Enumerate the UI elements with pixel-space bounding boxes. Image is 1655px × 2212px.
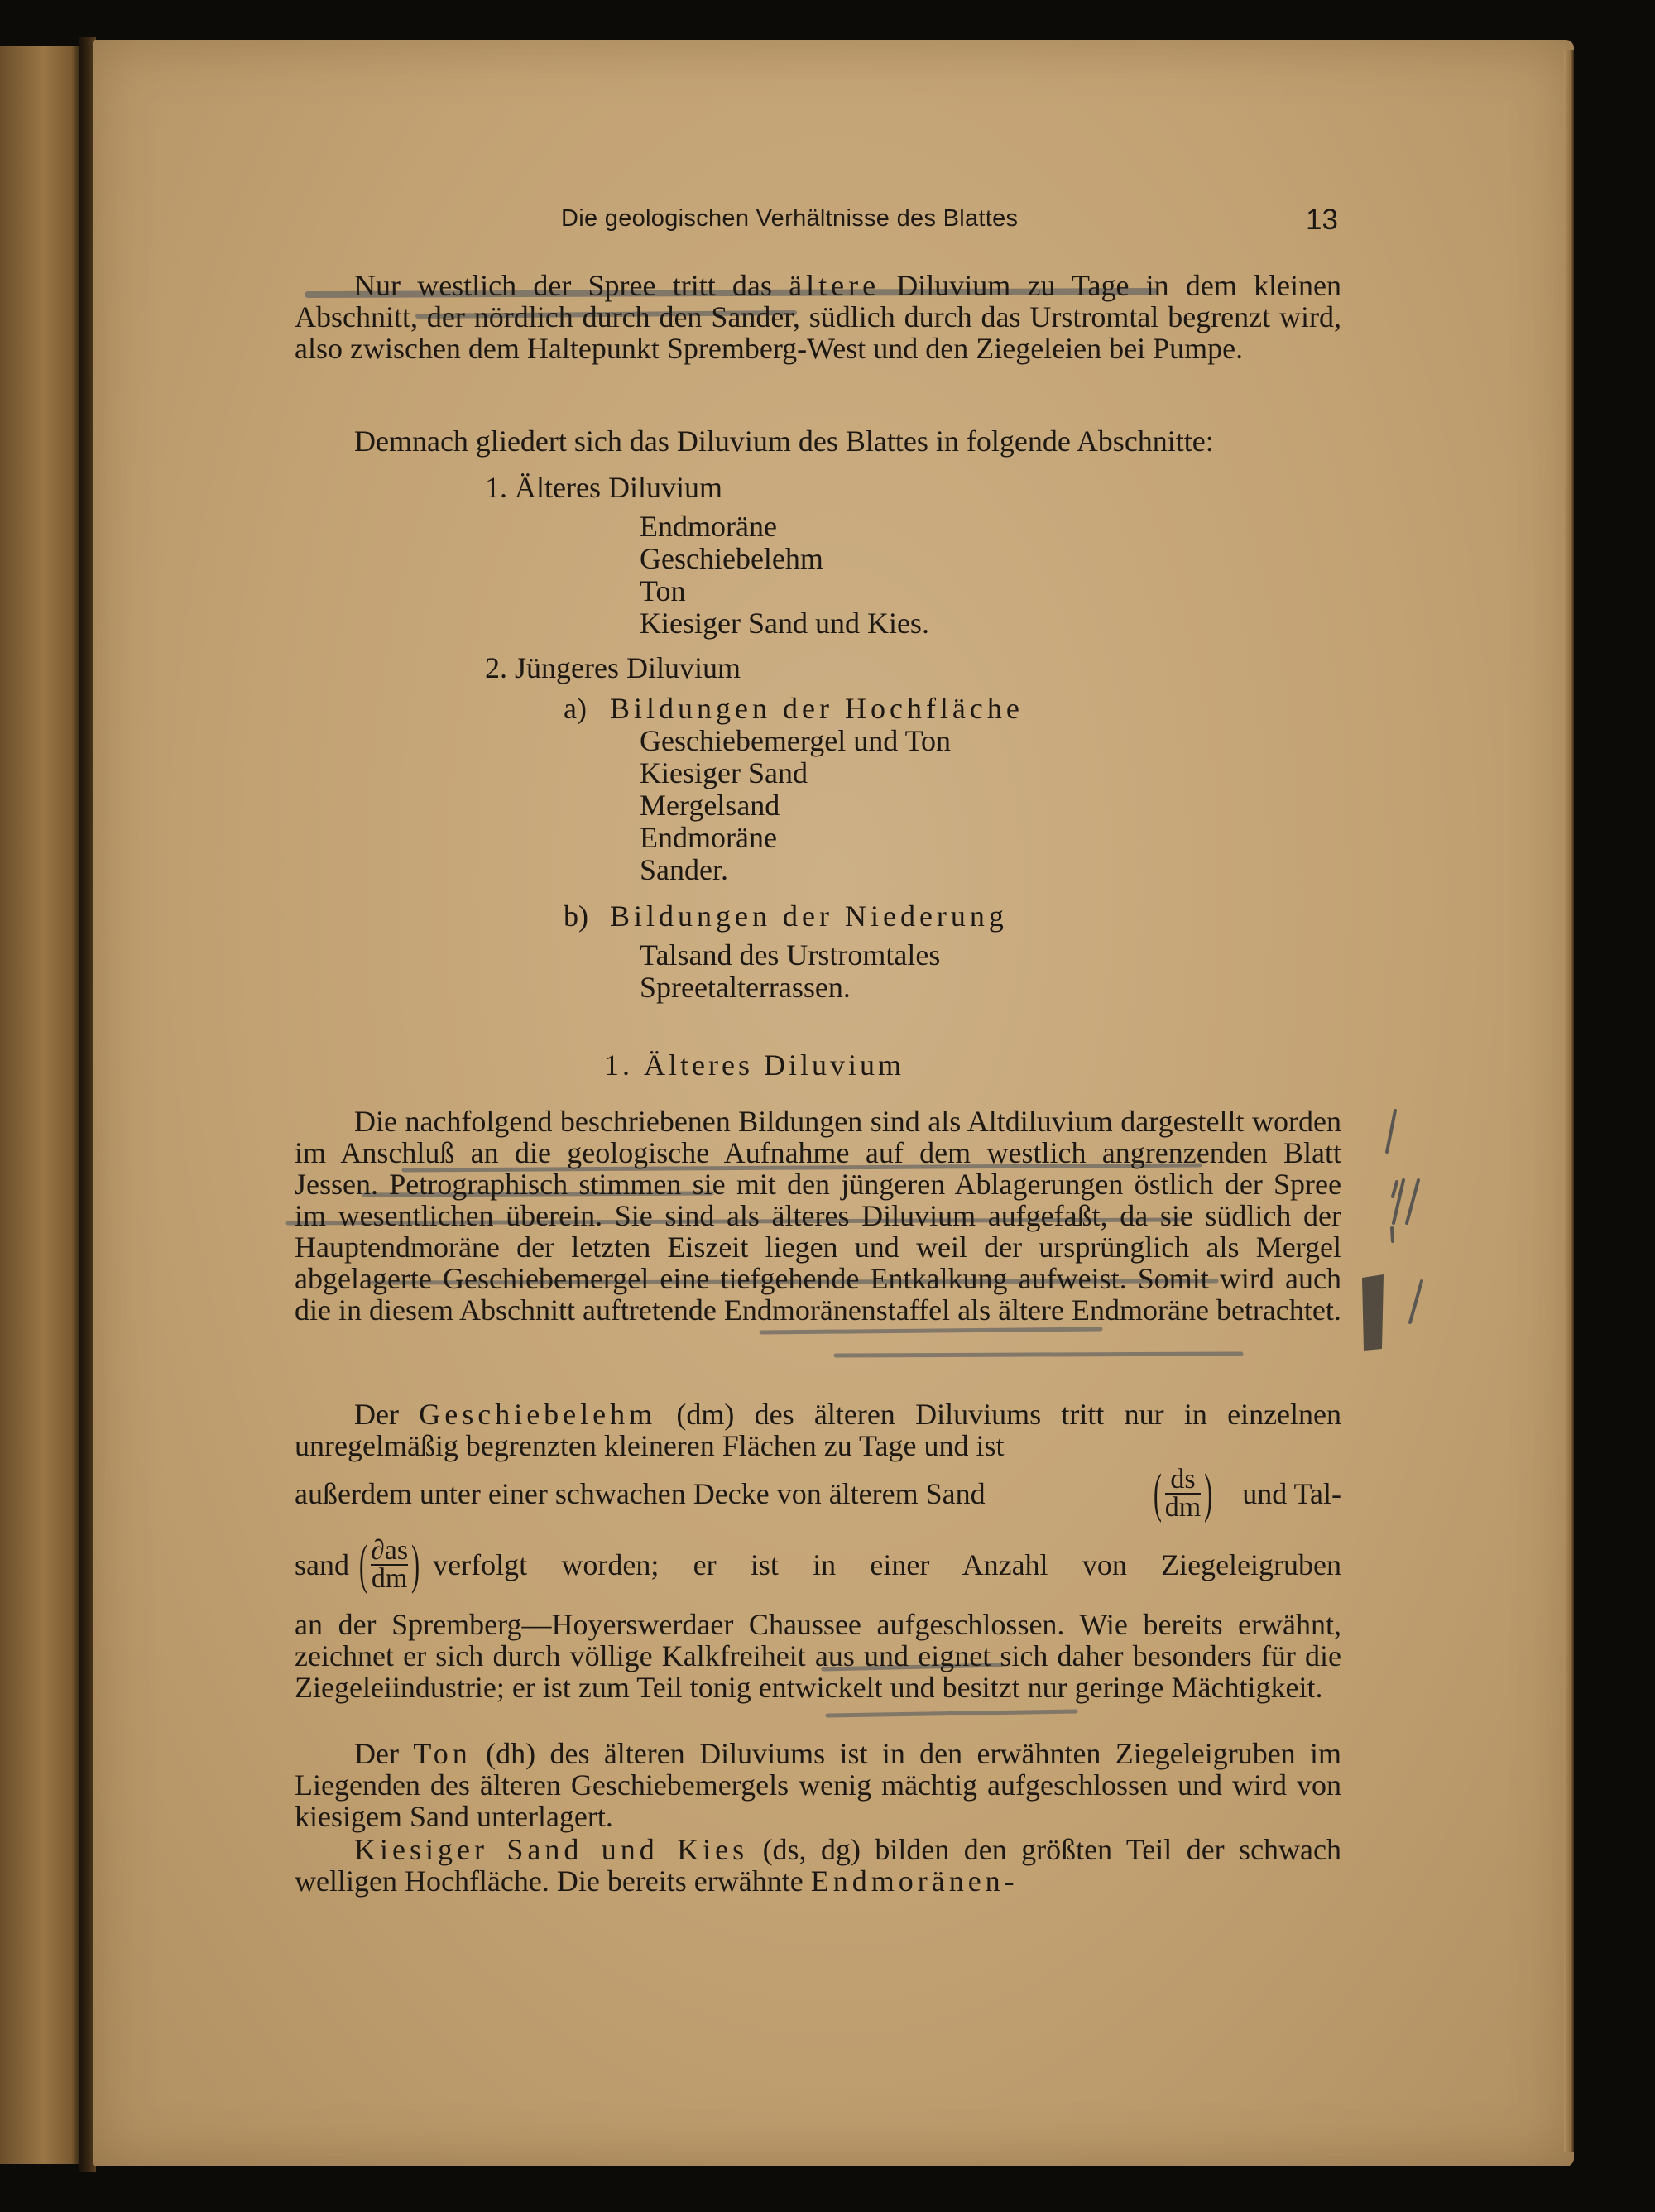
fraction-numerator: ∂as: [371, 1535, 409, 1566]
intro-rest: Diluvium zu Tage in dem kleinen Abschnitt, der nördlich durch den Sander, südlich durch das Urstromtal begrenzt wird, also zwischen dem Haltepunkt Spremberg-West und den Ziegeleien bei Pumpe.: [295, 269, 1342, 365]
section-heading: 1. Älteres Diluvium: [604, 1048, 904, 1082]
outline-intro: Demnach gliedert sich das Diluvium des Blattes in folgende Abschnitte:: [354, 425, 1214, 458]
fraction-numerator: ds: [1170, 1464, 1196, 1495]
fraction-denominator: dm: [371, 1563, 408, 1594]
para2-line3-start: außerdem unter einer schwachen Decke von älterem Sand: [295, 1477, 986, 1510]
list-item: Kiesiger Sand: [640, 756, 808, 789]
outline-sub-b-title: Bildungen der Niederung: [610, 900, 1008, 933]
outline-sub-b-label: b): [564, 900, 588, 933]
term-geschiebelehm: Geschiebelehm: [419, 1398, 657, 1431]
list-item: Mergelsand: [640, 789, 780, 822]
term-kiesiger-sand: Kiesiger Sand und Kies: [354, 1833, 749, 1866]
fraction-ds-dm: ( ds dm ): [1153, 1463, 1213, 1523]
list-item: Sander.: [640, 853, 728, 886]
fraction-as-dm: ( ∂as dm ): [359, 1534, 420, 1595]
para4-rest: (ds, dg) bilden den größten Teil der schwach welligen Hochfläche. Die bereits erwähnte: [295, 1833, 1342, 1898]
page-number: 13: [1306, 204, 1338, 236]
para2-line3-end: und Tal-: [1242, 1477, 1341, 1510]
fraction-denominator: dm: [1164, 1492, 1202, 1523]
running-title: Die geologischen Verhältnisse des Blattes: [561, 205, 1019, 232]
list-item: Spreetalterrassen.: [640, 971, 851, 1004]
page-edge-shadow: [1564, 50, 1574, 2152]
paragraph-geschiebelehm-head: [295, 1399, 1341, 1461]
intro-emphasis: ältere: [789, 269, 880, 302]
paragraph-kies: [295, 1834, 1341, 1897]
intro-paragraph: [295, 270, 1341, 364]
formula-line-1: [295, 1463, 1341, 1523]
outline-section1-title: 1. Älteres Diluvium: [485, 471, 722, 504]
list-item: Kiesiger Sand und Kies.: [640, 607, 929, 640]
formula-line-2: [295, 1534, 1341, 1595]
paragraph-ton: [295, 1738, 1341, 1832]
para3-rest: (dh) des älteren Diluviums ist in den erwähnten Ziegeleigruben im Liegenden des älteren Geschiebemergels wenig mächtig aufgeschlossen und wird von kiesigem Sand unterlagert.: [295, 1737, 1342, 1833]
list-item: Geschiebemergel und Ton: [640, 724, 952, 757]
list-item: Talsand des Urstromtales: [640, 938, 941, 972]
para2-line4-start: sand: [295, 1548, 349, 1581]
outline-sub-a-title: Bildungen der Hochfläche: [610, 692, 1024, 725]
list-item: Endmoräne: [640, 821, 777, 854]
list-item: Endmoräne: [640, 510, 777, 543]
left-page-edge: [0, 46, 79, 2164]
para2-line4-end: verfolgt worden; er ist in einer Anzahl von Ziegeleigruben: [433, 1548, 1341, 1581]
outline-section2-title: 2. Jüngeres Diluvium: [485, 651, 741, 684]
para3-lead: Der: [354, 1737, 399, 1770]
outline-sub-a-label: a): [564, 692, 587, 725]
paragraph-altdiluvium: Die nachfolgend beschriebenen Bildungen sind als Altdiluvium dargestellt worden im Anschluß an die geologische Aufnahme auf dem westlich angrenzenden Blatt Jessen. Petrographisch stimmen sie mit den jüngeren Ablagerungen östlich der Spree im wesentlichen überein. Sie sind als älteres Diluvium aufgefaßt, da sie südlich der Hauptendmoräne der letzten Eiszeit liegen und weil der ursprünglich als Mergel abgelagerte Geschiebemergel eine tiefgehende Entkalkung aufweist. Somit wird auch die in diesem Abschnitt auftretende Endmoränenstaffel als ältere Endmoräne betrachtet.: [295, 1105, 1341, 1327]
intro-lead: Nur westlich der Spree tritt das: [354, 269, 772, 302]
para2-rest: (dm) des älteren Diluviums tritt nur in einzelnen unregelmäßig begrenzten kleineren Flächen zu Tage und ist: [295, 1398, 1342, 1462]
para2-lead: Der: [354, 1398, 399, 1431]
paragraph-geschiebelehm-rest: an der Spremberg—Hoyerswerdaer Chaussee aufgeschlossen. Wie bereits erwähnt, zeichnet er sich durch völlige Kalkfreiheit aus und eignet sich daher besonders für die Ziegeleiindustrie; er ist zum Teil tonig entwickelt und besitzt nur geringe Mächtigkeit.: [295, 1608, 1341, 1704]
term-endmoraenen: Endmoränen-: [810, 1864, 1019, 1898]
term-ton: Ton: [413, 1737, 472, 1770]
list-item: Ton: [640, 574, 686, 607]
list-item: Geschiebelehm: [640, 542, 823, 575]
